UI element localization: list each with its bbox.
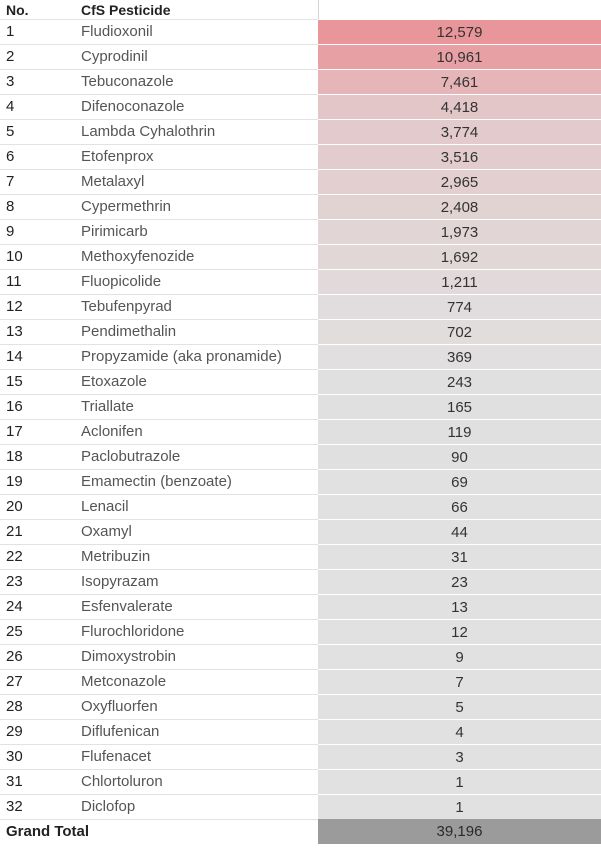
pesticide-value-cell: 4: [318, 719, 601, 744]
table-row[interactable]: [0, 469, 601, 494]
row-divider: [0, 569, 318, 570]
table-row[interactable]: [0, 569, 601, 594]
pesticide-value-cell: 7,461: [318, 69, 601, 94]
row-divider: [0, 669, 318, 670]
table-row[interactable]: [0, 394, 601, 419]
pesticide-value-cell: 1,211: [318, 269, 601, 294]
table-row[interactable]: [0, 169, 601, 194]
row-number: 3: [6, 73, 15, 90]
pesticide-name: Isopyrazam: [81, 573, 159, 590]
grand-total-row: [0, 819, 601, 844]
pesticide-name: Cypermethrin: [81, 198, 172, 215]
row-number: 7: [6, 173, 15, 190]
pesticide-name: Metconazole: [81, 673, 167, 690]
pesticide-name: Pirimicarb: [81, 223, 148, 240]
column-header-no[interactable]: No.: [6, 1, 29, 18]
pesticide-value-cell: 2,965: [318, 169, 601, 194]
row-divider: [0, 744, 318, 745]
pesticide-name: Flufenacet: [81, 748, 152, 765]
pesticide-value-cell: 7: [318, 669, 601, 694]
pesticide-value-cell: 702: [318, 319, 601, 344]
pesticide-value-cell: 69: [318, 469, 601, 494]
table-row[interactable]: [0, 19, 601, 44]
row-number: 17: [6, 423, 23, 440]
pesticide-name: Aclonifen: [81, 423, 143, 440]
pesticide-name: Metalaxyl: [81, 173, 145, 190]
row-divider: [0, 469, 318, 470]
pesticide-name: Metribuzin: [81, 548, 151, 565]
row-number: 9: [6, 223, 15, 240]
column-header-value[interactable]: [318, 0, 601, 19]
row-number: 16: [6, 398, 23, 415]
pesticide-value-cell: 31: [318, 544, 601, 569]
pesticide-value-cell: 119: [318, 419, 601, 444]
grand-total-label: Grand Total: [6, 823, 90, 840]
column-header-pesticide[interactable]: CfS Pesticide: [81, 1, 171, 18]
table-row[interactable]: [0, 769, 601, 794]
pesticide-value-cell: 9: [318, 644, 601, 669]
row-number: 27: [6, 673, 23, 690]
row-divider: [0, 444, 318, 445]
pesticide-value-cell: 774: [318, 294, 601, 319]
pesticide-name: Tebuconazole: [81, 73, 174, 90]
row-divider: [0, 294, 318, 295]
row-number: 11: [6, 273, 22, 290]
row-number: 23: [6, 573, 23, 590]
row-number: 31: [6, 773, 23, 790]
row-divider: [0, 594, 318, 595]
pesticide-value-cell: 12,579: [318, 19, 601, 44]
row-divider: [0, 794, 318, 795]
row-number: 32: [6, 798, 23, 815]
row-divider: [0, 94, 318, 95]
row-divider: [0, 694, 318, 695]
row-divider: [0, 144, 318, 145]
pesticide-name: Chlortoluron: [81, 773, 163, 790]
pesticide-name: Esfenvalerate: [81, 598, 173, 615]
pesticide-value-cell: 13: [318, 594, 601, 619]
grand-total-value: 39,196: [318, 819, 601, 844]
row-divider: [0, 519, 318, 520]
table-row[interactable]: [0, 269, 601, 294]
pesticide-value-cell: 165: [318, 394, 601, 419]
pesticide-name: Difenoconazole: [81, 98, 185, 115]
row-divider: [0, 419, 318, 420]
pesticide-name: Etofenprox: [81, 148, 154, 165]
pesticide-value-cell: 3,774: [318, 119, 601, 144]
row-number: 30: [6, 748, 23, 765]
row-divider: [0, 69, 318, 70]
row-divider: [0, 644, 318, 645]
pesticide-name: Lenacil: [81, 498, 129, 515]
table-row[interactable]: [0, 344, 601, 369]
pesticide-value-cell: 1: [318, 794, 601, 819]
table-row[interactable]: [0, 44, 601, 69]
row-divider: [0, 194, 318, 195]
pesticide-name: Lambda Cyhalothrin: [81, 123, 216, 140]
table-row[interactable]: [0, 644, 601, 669]
table-row[interactable]: [0, 519, 601, 544]
pesticide-value-cell: 1: [318, 769, 601, 794]
row-number: 14: [6, 348, 23, 365]
pesticide-value-cell: 1,692: [318, 244, 601, 269]
pesticide-value-cell: 2,408: [318, 194, 601, 219]
pesticide-value-cell: 3,516: [318, 144, 601, 169]
pesticide-value-cell: 23: [318, 569, 601, 594]
pesticide-name: Fludioxonil: [81, 23, 153, 40]
pesticide-name: Fluopicolide: [81, 273, 162, 290]
row-number: 8: [6, 198, 15, 215]
pesticide-value-cell: 10,961: [318, 44, 601, 69]
row-divider: [0, 19, 318, 20]
pesticide-name: Oxyfluorfen: [81, 698, 158, 715]
pesticide-name: Methoxyfenozide: [81, 248, 195, 265]
table-row[interactable]: [0, 144, 601, 169]
pesticide-name: Diclofop: [81, 798, 136, 815]
pesticide-value-cell: 3: [318, 744, 601, 769]
table-row[interactable]: [0, 69, 601, 94]
pesticide-name: Propyzamide (aka pronamide): [81, 348, 282, 365]
row-number: 5: [6, 123, 15, 140]
table-row[interactable]: [0, 94, 601, 119]
row-divider: [0, 394, 318, 395]
row-divider: [0, 319, 318, 320]
pesticide-value-cell: 369: [318, 344, 601, 369]
row-divider: [0, 269, 318, 270]
table-row[interactable]: [0, 794, 601, 819]
row-number: 13: [6, 323, 23, 340]
pesticide-name: Etoxazole: [81, 373, 147, 390]
row-number: 22: [6, 548, 23, 565]
pesticide-name: Oxamyl: [81, 523, 132, 540]
pesticide-value-cell: 66: [318, 494, 601, 519]
row-number: 28: [6, 698, 23, 715]
pesticide-name: Diflufenican: [81, 723, 160, 740]
table-row[interactable]: [0, 244, 601, 269]
table-row[interactable]: [0, 669, 601, 694]
row-divider: [0, 119, 318, 120]
row-number: 18: [6, 448, 23, 465]
pesticide-value-cell: 90: [318, 444, 601, 469]
table-header: [0, 0, 601, 19]
row-number: 12: [6, 298, 23, 315]
table-row[interactable]: [0, 694, 601, 719]
table-row[interactable]: [0, 319, 601, 344]
row-number: 19: [6, 473, 23, 490]
row-number: 10: [6, 248, 23, 265]
row-divider: [0, 719, 318, 720]
pesticide-name: Flurochloridone: [81, 623, 185, 640]
pesticide-name: Cyprodinil: [81, 48, 148, 65]
table-row[interactable]: [0, 619, 601, 644]
table-row[interactable]: [0, 494, 601, 519]
row-divider: [0, 219, 318, 220]
row-number: 21: [6, 523, 23, 540]
row-number: 2: [6, 48, 15, 65]
pesticide-value-cell: 4,418: [318, 94, 601, 119]
row-divider: [0, 494, 318, 495]
pesticide-name: Pendimethalin: [81, 323, 177, 340]
row-number: 20: [6, 498, 23, 515]
table-row[interactable]: [0, 294, 601, 319]
row-divider: [0, 544, 318, 545]
pesticide-value-cell: 5: [318, 694, 601, 719]
table-row[interactable]: [0, 194, 601, 219]
row-number: 25: [6, 623, 23, 640]
row-number: 4: [6, 98, 15, 115]
table-row[interactable]: [0, 544, 601, 569]
row-divider: [0, 44, 318, 45]
pesticide-name: Dimoxystrobin: [81, 648, 177, 665]
table-row[interactable]: [0, 744, 601, 769]
row-divider: [0, 769, 318, 770]
row-number: 1: [6, 23, 15, 40]
table-row[interactable]: [0, 444, 601, 469]
row-number: 26: [6, 648, 23, 665]
row-divider: [0, 344, 318, 345]
pesticide-value-cell: 12: [318, 619, 601, 644]
pesticide-value-cell: 1,973: [318, 219, 601, 244]
pesticide-name: Triallate: [81, 398, 134, 415]
row-number: 15: [6, 373, 23, 390]
table-row[interactable]: [0, 369, 601, 394]
row-divider: [0, 619, 318, 620]
row-divider: [0, 169, 318, 170]
table-row[interactable]: [0, 719, 601, 744]
row-divider: [0, 244, 318, 245]
pesticide-value-cell: 44: [318, 519, 601, 544]
table-row[interactable]: [0, 594, 601, 619]
table-row[interactable]: [0, 119, 601, 144]
row-divider: [0, 369, 318, 370]
table-row[interactable]: [0, 219, 601, 244]
row-number: 24: [6, 598, 23, 615]
pesticide-name: Paclobutrazole: [81, 448, 181, 465]
row-number: 6: [6, 148, 15, 165]
pesticide-name: Emamectin (benzoate): [81, 473, 232, 490]
table-row[interactable]: [0, 419, 601, 444]
pesticide-value-cell: 243: [318, 369, 601, 394]
pesticide-name: Tebufenpyrad: [81, 298, 172, 315]
row-number: 29: [6, 723, 23, 740]
